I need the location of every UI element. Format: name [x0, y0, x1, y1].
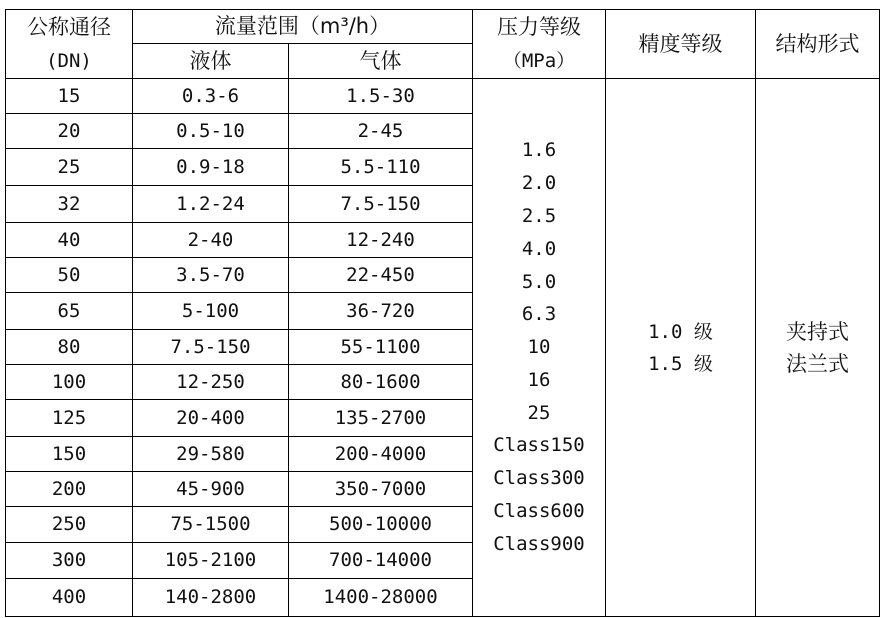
cell-dn: 25 — [6, 149, 133, 186]
cell-gas: 200-4000 — [289, 437, 473, 472]
cell-liquid: 45-900 — [133, 472, 289, 507]
pressure-level: 16 — [527, 368, 551, 391]
table-row — [6, 79, 880, 114]
header-structure: 结构形式 — [756, 10, 880, 79]
flowmeter-spec-table — [5, 9, 880, 617]
cell-liquid: 12-250 — [133, 365, 289, 400]
cell-liquid: 140-2800 — [133, 579, 289, 617]
header-liquid: 液体 — [133, 44, 289, 79]
structure-type: 法兰式 — [786, 351, 849, 376]
cell-dn: 32 — [6, 186, 133, 223]
cell-dn: 15 — [6, 79, 133, 114]
cell-gas: 1.5-30 — [289, 79, 473, 114]
header-pressure — [473, 10, 606, 79]
pressure-level: 10 — [527, 336, 551, 359]
cell-dn: 50 — [6, 258, 133, 293]
pressure-level: Class300 — [493, 467, 585, 490]
pressure-level: 6.3 — [521, 303, 557, 326]
header-pressure-label: 压力等级 — [497, 15, 581, 39]
cell-gas: 36-720 — [289, 293, 473, 330]
cell-liquid: 1.2-24 — [133, 186, 289, 223]
cell-gas: 12-240 — [289, 223, 473, 258]
cell-dn: 150 — [6, 437, 133, 472]
cell-dn: 300 — [6, 543, 133, 579]
cell-liquid: 75-1500 — [133, 507, 289, 543]
cell-gas: 5.5-110 — [289, 149, 473, 186]
pressure-level: 2.5 — [521, 204, 557, 227]
cell-gas: 135-2700 — [289, 400, 473, 437]
header-pressure-unit: （MPa） — [502, 50, 576, 72]
cell-dn: 100 — [6, 365, 133, 400]
cell-gas: 55-1100 — [289, 330, 473, 365]
pressure-level: Class600 — [493, 500, 585, 523]
cell-liquid: 105-2100 — [133, 543, 289, 579]
cell-gas: 500-10000 — [289, 507, 473, 543]
accuracy-level: 1.0 级 — [648, 320, 713, 343]
accuracy-levels-cell — [606, 79, 756, 617]
cell-liquid: 2-40 — [133, 223, 289, 258]
structure-types-cell — [756, 79, 880, 617]
pressure-level: 2.0 — [521, 172, 557, 195]
cell-dn: 20 — [6, 114, 133, 149]
cell-gas: 1400-28000 — [289, 579, 473, 617]
pressure-level: 4.0 — [521, 237, 557, 260]
pressure-level: 25 — [527, 401, 551, 424]
cell-dn: 80 — [6, 330, 133, 365]
header-gas: 气体 — [289, 44, 473, 79]
cell-liquid: 0.9-18 — [133, 149, 289, 186]
pressure-level: 1.6 — [521, 139, 557, 162]
cell-gas: 350-7000 — [289, 472, 473, 507]
pressure-levels-cell — [473, 79, 606, 617]
cell-gas: 700-14000 — [289, 543, 473, 579]
structure-type: 夹持式 — [786, 319, 849, 344]
cell-dn: 40 — [6, 223, 133, 258]
cell-liquid: 29-580 — [133, 437, 289, 472]
accuracy-level: 1.5 级 — [648, 352, 713, 375]
cell-liquid: 7.5-150 — [133, 330, 289, 365]
cell-liquid: 0.5-10 — [133, 114, 289, 149]
table-body — [6, 79, 880, 617]
cell-liquid: 0.3-6 — [133, 79, 289, 114]
cell-liquid: 5-100 — [133, 293, 289, 330]
cell-gas: 80-1600 — [289, 365, 473, 400]
header-accuracy: 精度等级 — [606, 10, 756, 79]
header-dn-label: 公称通径 — [27, 15, 111, 39]
header-dn-unit: (DN) — [46, 50, 92, 72]
cell-dn: 65 — [6, 293, 133, 330]
pressure-level: Class900 — [493, 532, 585, 555]
pressure-level: 5.0 — [521, 270, 557, 293]
cell-dn: 400 — [6, 579, 133, 617]
header-flow-range: 流量范围（m³/h） — [133, 10, 473, 44]
cell-dn: 125 — [6, 400, 133, 437]
cell-gas: 7.5-150 — [289, 186, 473, 223]
header-dn — [6, 10, 133, 79]
cell-gas: 2-45 — [289, 114, 473, 149]
cell-gas: 22-450 — [289, 258, 473, 293]
pressure-level: Class150 — [493, 434, 585, 457]
cell-liquid: 20-400 — [133, 400, 289, 437]
cell-dn: 200 — [6, 472, 133, 507]
cell-liquid: 3.5-70 — [133, 258, 289, 293]
cell-dn: 250 — [6, 507, 133, 543]
